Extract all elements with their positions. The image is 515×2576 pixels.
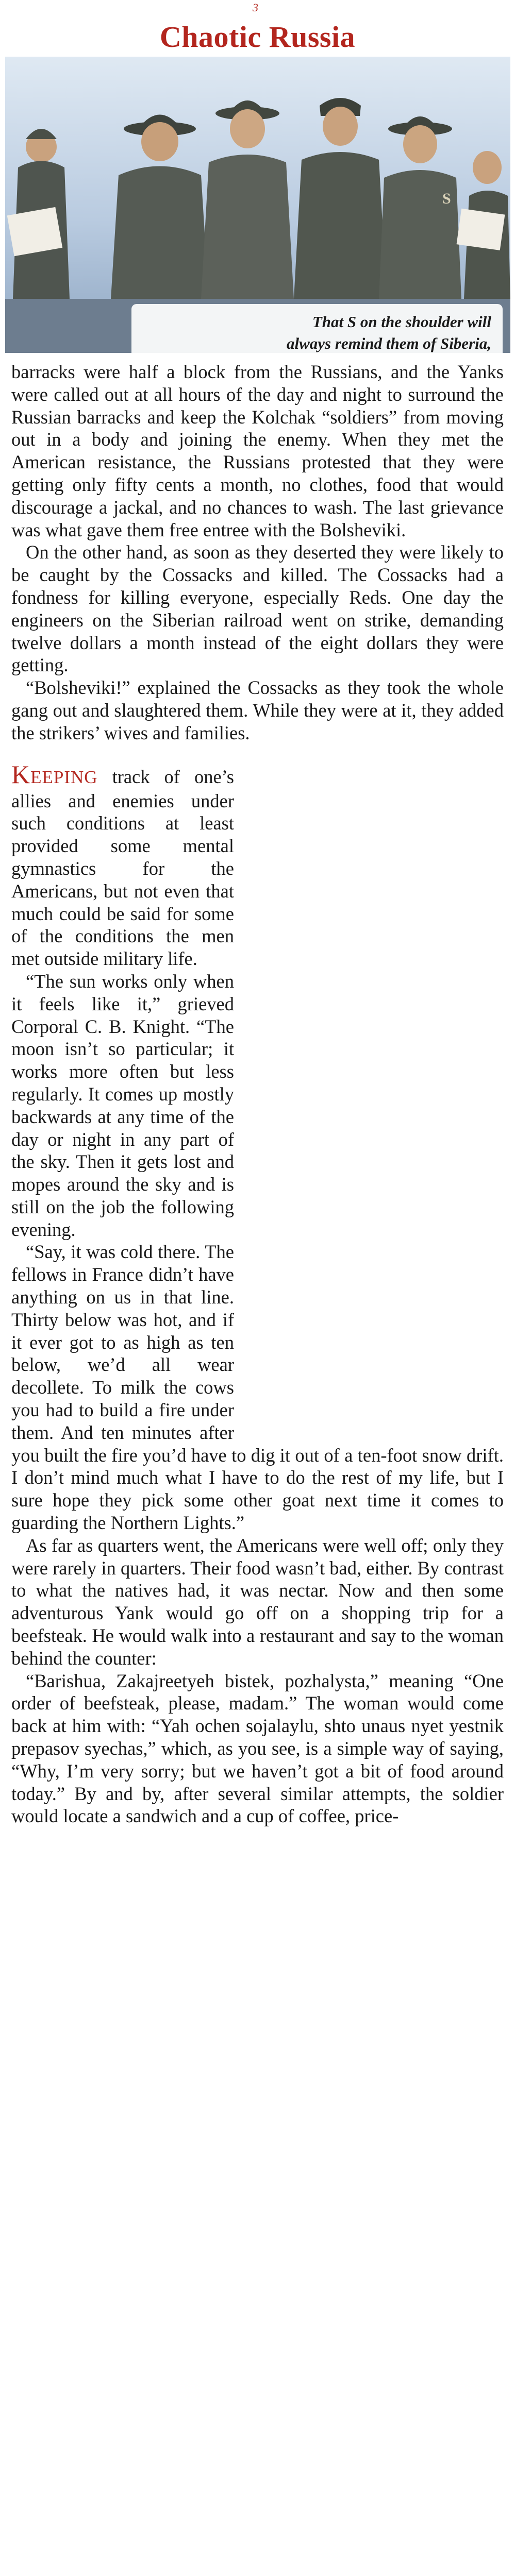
- soldier-reading-left: [7, 129, 70, 299]
- paragraph: On the other hand, as soon as they deserted they were likely to be caught by the Cossacks and killed. The Cossacks had a fondness for killing everyone, especially Reds. One day the engineers on the Siberian railroad went on strike, demanding twelve dollars a month instead of the eight dollars they were getting.: [11, 541, 504, 676]
- dropcap-rest: track of one’s allies and enemies under such conditions at least provided some mental gymnastics for the Americans, but not even that much could be said for some of the conditions the men met outside military life.: [11, 766, 234, 970]
- article-body: [11, 361, 504, 1827]
- soldier-5: [379, 116, 461, 299]
- soldier-reading-right: [457, 151, 510, 299]
- paragraph: “Bolsheviki!” explained the Cossacks as they took the whole gang out and slaughtered them. While they were at it, they added the strikers’ wives and families.: [11, 677, 504, 743]
- column-gutter: [243, 750, 504, 1419]
- dropcap-word: Keeping: [11, 759, 98, 789]
- caption-line: always remind them of Siberia,: [287, 334, 491, 352]
- paragraph: barracks were half a block from the Russians, and the Yanks were called out at all hours of the day and night to surround the Russian barracks and keep the Kolchak “soldiers” from moving out in a body and joining the enemy. When they met the American resistance, the Russians protested that they were getting only fifty cents a month, no clothes, food that would discourage a jackal, and no chances to wash. The last grievance was what gave them free entree with the Bolsheviki.: [11, 361, 504, 540]
- soldier-2: [111, 115, 209, 299]
- paragraph: “Barishua, Zakajreetyeh bistek, pozhalysta,” meaning “One order of beefsteak, please, madam.” The woman would come back at him with: “Yah ochen sojalaylu, shto unaus nyet yestnik prepasov syechas,” which, as you see, is a simple way of saying, “Why, I’m very sorry; but we haven’t got a bit of food around today.” By and by, after several similar attempts, the soldier would locate a sandwich and a cup of coffee, price-: [11, 1670, 504, 1827]
- paragraph: As far as quarters went, the Americans were well off; only they were rarely in quarters. Their food wasn’t bad, either. By contrast to what the natives had, it was nectar. Now and then some adventurous Yank would go off on a shopping trip for a beefsteak. He would walk into a restaurant and say to the woman behind the counter:: [11, 1534, 504, 1669]
- paragraph: “Say, it was cold there. The fellows in France didn’t have anything on us in that line. Thirty below was hot, and if it ever got to as high as ten below, we’d all wear decollete. To milk the cows you had to build a fire under them. And ten minutes after you built the fire you’d have to dig it out of a ten-foot snow drift. I don’t mind much what I have to do the rest of my life, but I sure hope they pick some other goat next time it comes to guarding the Northern Lights.”: [11, 1241, 504, 1534]
- article-title: Chaotic Russia: [159, 20, 356, 54]
- page-number: 3: [253, 1, 258, 14]
- soldiers-photo: [5, 57, 510, 353]
- soldier-4: [294, 98, 387, 299]
- paragraph: “The sun works only when it feels like it,” grieved Corporal C. B. Knight. “The moon isn’t so particular; it works more often but less regularly. It comes up mostly backwards at any time of the day or night in any part of the sky. Then it gets lost and mopes around the sky and is still on the job the following evening.: [11, 970, 234, 1240]
- soldier-3: [201, 100, 294, 299]
- shoulder-letter: S: [442, 190, 451, 207]
- caption-line: That S on the shoulder will: [312, 313, 491, 331]
- photo-caption: [131, 304, 503, 353]
